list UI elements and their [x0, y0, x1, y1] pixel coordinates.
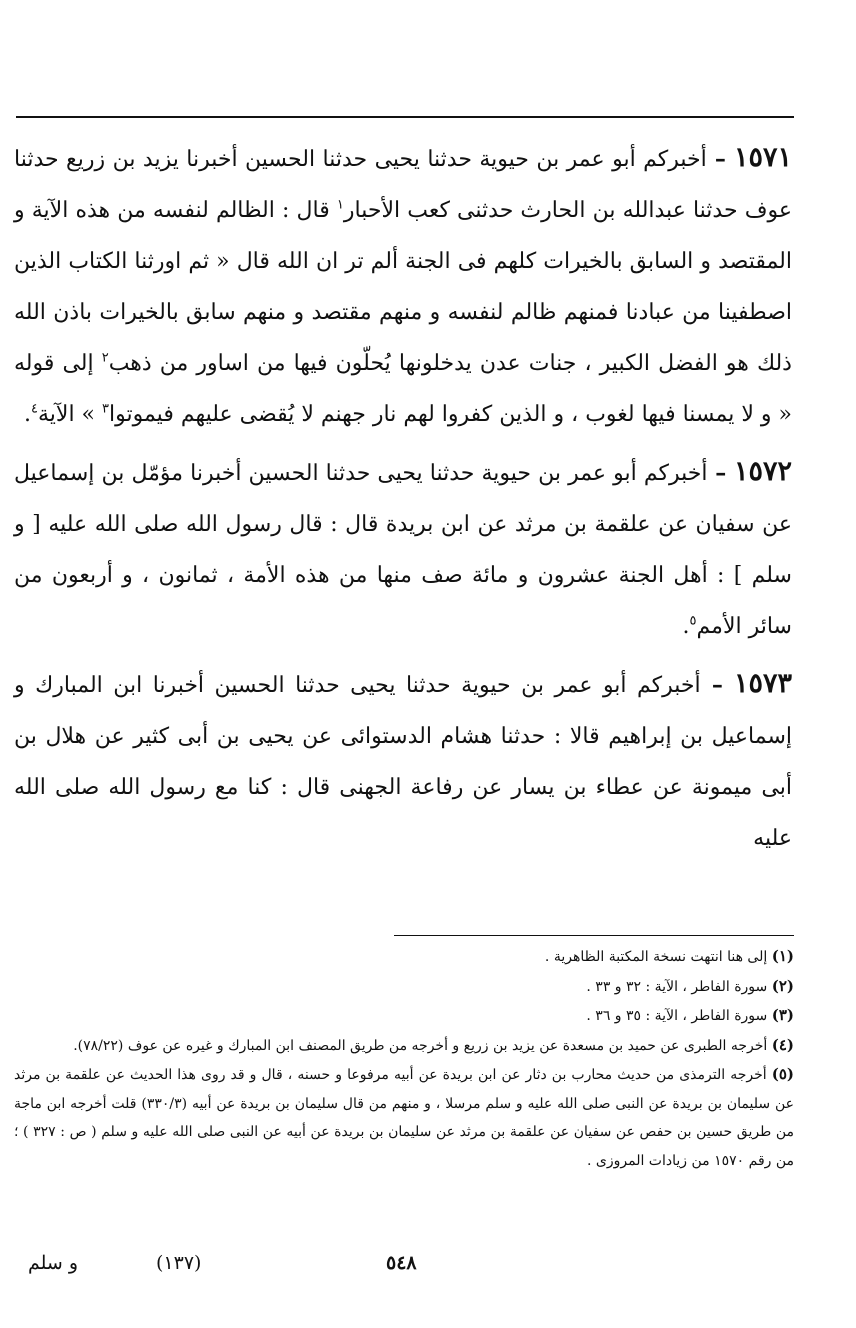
hadith-text: أخبركم أبو عمر بن حيوية حدثنا يحيى حدثنا الحسين أخبرنا يزيد بن زريع حدثنا عوف حدثنا عبدالله بن الحارث حدثنى كعب الأحبار	[14, 147, 792, 223]
footnote-number: (١)	[771, 947, 794, 965]
page-number: ٥٤٨	[386, 1252, 417, 1274]
hadith-text: » الآية	[37, 402, 103, 427]
hadith-text: أخبركم أبو عمر بن حيوية حدثنا يحيى حدثنا الحسين أخبرنا مؤمّل بن إسماعيل عن سفيان عن علقمة بن مرثد عن ابن بريدة قال : قال رسول الله صلى الله عليه [ و سلم ] : أهل الجنة عشرون و مائة صف منها من هذه الأمة ، ثمانون ، و أربعون من سائر الأمم	[14, 461, 792, 639]
manuscript-page-number: (١٣٧)	[156, 1252, 202, 1274]
hadith-1571	[14, 132, 792, 440]
footnote-ref[interactable]: ٤	[31, 401, 38, 417]
hadith-text: .	[682, 614, 690, 639]
hadith-number: ١٥٧٣	[733, 668, 792, 699]
footnote-ref[interactable]: ٣	[102, 401, 109, 417]
footnotes	[14, 942, 794, 1175]
footnote-text: سورة الفاطر ، الآية : ٣٢ و ٣٣ .	[586, 978, 772, 995]
footnote-number: (٥)	[771, 1065, 794, 1083]
footnote-rule	[394, 935, 794, 936]
hadith-1573	[14, 658, 792, 864]
footnote-number: (٣)	[771, 1006, 794, 1024]
footnote-1	[14, 942, 794, 972]
footnote-ref[interactable]: ٥	[689, 613, 697, 629]
footnote-ref[interactable]: ١	[336, 197, 344, 213]
hadith-1572	[14, 446, 792, 652]
footnote-4	[14, 1031, 794, 1061]
header-rule	[16, 116, 794, 118]
footnote-text: سورة الفاطر ، الآية : ٣٥ و ٣٦ .	[586, 1008, 772, 1024]
hadith-number: ١٥٧٢	[733, 456, 792, 487]
footnote-text: أخرجه الطبرى عن حميد بن مسعدة عن يزيد بن زريع و أخرجه من طريق المصنف ابن المبارك و غيره عن عوف (٧٨/٢٢).	[73, 1037, 772, 1054]
hadith-dash: –	[707, 460, 734, 486]
footnote-number: (٤)	[771, 1035, 794, 1054]
footnote-5	[14, 1060, 794, 1175]
hadith-text: إلى قوله « و لا يمسنا فيها لغوب ، و الذين كفروا لهم نار جهنم لا يُقضى عليهم فيموتوا	[14, 351, 792, 427]
hadith-text: أخبركم أبو عمر بن حيوية حدثنا يحيى حدثنا الحسين أخبرنا ابن المبارك و إسماعيل بن إبراهيم قالا : حدثنا هشام الدستوائى عن يحيى بن أبى كثير عن هلال بن أبى ميمونة عن عطاء بن يسار عن رفاعة الجهنى قال : كنا مع رسول الله صلى الله عليه	[14, 673, 792, 851]
hadith-number: ١٥٧١	[733, 142, 792, 173]
main-text	[14, 132, 792, 870]
footnote-ref[interactable]: ٢	[101, 350, 109, 366]
footnote-text: أخرجه الترمذى من حديث محارب بن دثار عن ابن بريدة عن أبيه مرفوعا و حسنه ، قال و قد روى هذا الحديث عن علقمة بن مرثد عن سليمان بن بريدة عن النبى صلى الله عليه و سلم مرسلا ، و منهم من قال سليمان بن بريدة عن أبيه (٣٣٠/٣) قلت أخرجه ابن ماجة من طريق حسين بن حفص عن سفيان عن علقمة بن مرثد عن سليمان بن بريدة عن أبيه عن النبى صلى الله عليه و سلم ( ص : ٣٢٧ ) ؛ من رقم ١٥٧٠ من زيادات المروزى .	[14, 1067, 795, 1169]
page-footer	[0, 1252, 856, 1282]
footnote-text: إلى هنا انتهت نسخة المكتبة الظاهرية .	[544, 949, 772, 965]
hadith-dash: –	[700, 672, 734, 698]
footnote-2	[14, 972, 794, 1002]
hadith-text: .	[24, 402, 31, 427]
catchword: و سلم	[28, 1252, 79, 1274]
hadith-dash: –	[706, 146, 734, 172]
footnote-3	[14, 1001, 794, 1031]
hadith-text: قال : الظالم لنفسه من هذه الآية و المقتصد و السابق بالخيرات كلهم فى الجنة ألم تر ان الله قال « ثم اورثنا الكتاب الذين اصطفينا من عبادنا فمنهم ظالم لنفسه و منهم مقتصد و منهم سابق بالخيرات باذن الله ذلك هو الفضل الكبير ، جنات عدن يدخلونها يُحلّون فيها من اساور من ذهب	[14, 198, 792, 376]
footnote-number: (٢)	[771, 976, 794, 995]
